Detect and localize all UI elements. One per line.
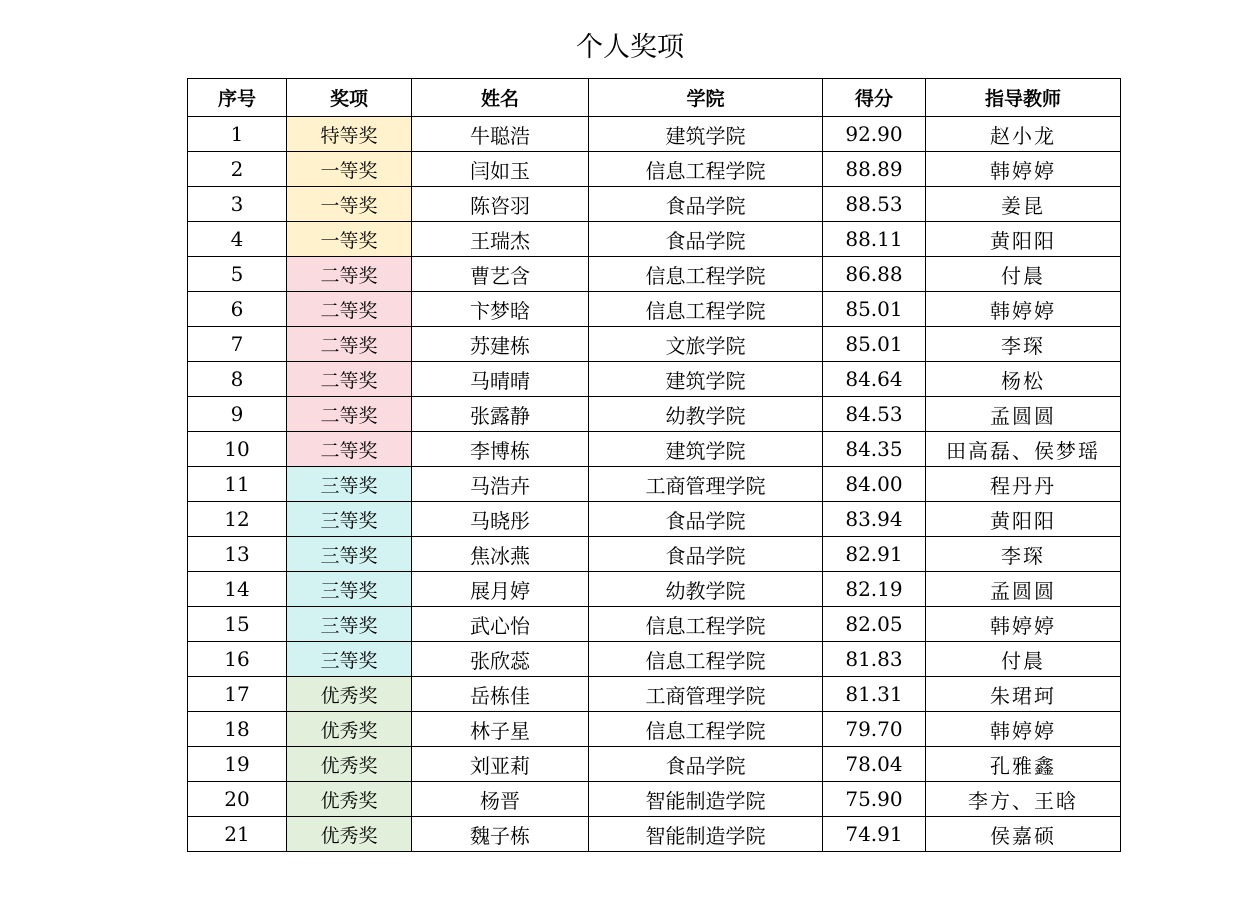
awards-table <box>187 78 1121 852</box>
cell-college: 信息工程学院 <box>589 712 823 747</box>
table-row <box>188 677 1121 712</box>
cell-score: 84.53 <box>823 397 926 432</box>
cell-name: 岳栋佳 <box>412 677 589 712</box>
cell-name: 陈咨羽 <box>412 187 589 222</box>
cell-teacher: 侯嘉硕 <box>926 817 1121 852</box>
column-header-teacher: 指导教师 <box>926 79 1121 117</box>
table-row <box>188 187 1121 222</box>
table-row <box>188 817 1121 852</box>
table-row <box>188 292 1121 327</box>
cell-name: 武心怡 <box>412 607 589 642</box>
cell-score: 79.70 <box>823 712 926 747</box>
cell-award: 三等奖 <box>287 607 412 642</box>
cell-score: 78.04 <box>823 747 926 782</box>
cell-teacher: 韩婷婷 <box>926 607 1121 642</box>
cell-no: 8 <box>188 362 287 397</box>
cell-no: 7 <box>188 327 287 362</box>
cell-teacher: 黄阳阳 <box>926 502 1121 537</box>
cell-teacher: 孟圆圆 <box>926 397 1121 432</box>
cell-no: 16 <box>188 642 287 677</box>
page-title: 个人奖项 <box>576 32 684 63</box>
cell-award: 优秀奖 <box>287 677 412 712</box>
cell-college: 建筑学院 <box>589 117 823 152</box>
cell-teacher: 黄阳阳 <box>926 222 1121 257</box>
cell-college: 智能制造学院 <box>589 782 823 817</box>
cell-teacher: 付晨 <box>926 642 1121 677</box>
cell-no: 5 <box>188 257 287 292</box>
cell-score: 82.91 <box>823 537 926 572</box>
cell-teacher: 孔雅鑫 <box>926 747 1121 782</box>
cell-award: 一等奖 <box>287 152 412 187</box>
cell-award: 三等奖 <box>287 537 412 572</box>
cell-no: 18 <box>188 712 287 747</box>
cell-name: 刘亚莉 <box>412 747 589 782</box>
table-row <box>188 117 1121 152</box>
cell-score: 81.31 <box>823 677 926 712</box>
cell-college: 幼教学院 <box>589 397 823 432</box>
table-row <box>188 782 1121 817</box>
column-header-award: 奖项 <box>287 79 412 117</box>
cell-no: 19 <box>188 747 287 782</box>
cell-no: 15 <box>188 607 287 642</box>
cell-award: 优秀奖 <box>287 817 412 852</box>
table-row <box>188 712 1121 747</box>
cell-college: 食品学院 <box>589 222 823 257</box>
cell-no: 3 <box>188 187 287 222</box>
cell-no: 6 <box>188 292 287 327</box>
cell-college: 工商管理学院 <box>589 467 823 502</box>
cell-award: 二等奖 <box>287 397 412 432</box>
cell-score: 88.89 <box>823 152 926 187</box>
cell-name: 闫如玉 <box>412 152 589 187</box>
cell-teacher: 朱珺珂 <box>926 677 1121 712</box>
cell-no: 1 <box>188 117 287 152</box>
cell-no: 20 <box>188 782 287 817</box>
cell-college: 信息工程学院 <box>589 607 823 642</box>
cell-score: 86.88 <box>823 257 926 292</box>
cell-name: 牛聪浩 <box>412 117 589 152</box>
table-row <box>188 327 1121 362</box>
cell-score: 92.90 <box>823 117 926 152</box>
cell-no: 4 <box>188 222 287 257</box>
cell-score: 85.01 <box>823 292 926 327</box>
table-row <box>188 747 1121 782</box>
cell-college: 食品学院 <box>589 537 823 572</box>
awards-table-body <box>188 117 1121 852</box>
table-row <box>188 257 1121 292</box>
table-row <box>188 572 1121 607</box>
cell-name: 曹艺含 <box>412 257 589 292</box>
cell-award: 三等奖 <box>287 572 412 607</box>
cell-award: 优秀奖 <box>287 712 412 747</box>
cell-name: 杨晋 <box>412 782 589 817</box>
cell-college: 食品学院 <box>589 747 823 782</box>
table-row <box>188 607 1121 642</box>
table-row <box>188 397 1121 432</box>
cell-score: 75.90 <box>823 782 926 817</box>
cell-teacher: 李琛 <box>926 327 1121 362</box>
cell-teacher: 田高磊、侯梦瑶 <box>926 432 1121 467</box>
cell-teacher: 杨松 <box>926 362 1121 397</box>
cell-teacher: 赵小龙 <box>926 117 1121 152</box>
cell-name: 马晓彤 <box>412 502 589 537</box>
cell-score: 84.64 <box>823 362 926 397</box>
cell-award: 一等奖 <box>287 222 412 257</box>
cell-teacher: 韩婷婷 <box>926 152 1121 187</box>
table-row <box>188 467 1121 502</box>
cell-name: 马浩卉 <box>412 467 589 502</box>
cell-college: 信息工程学院 <box>589 642 823 677</box>
cell-teacher: 付晨 <box>926 257 1121 292</box>
cell-name: 魏子栋 <box>412 817 589 852</box>
cell-college: 智能制造学院 <box>589 817 823 852</box>
cell-award: 优秀奖 <box>287 747 412 782</box>
cell-score: 88.11 <box>823 222 926 257</box>
cell-score: 82.19 <box>823 572 926 607</box>
cell-college: 文旅学院 <box>589 327 823 362</box>
table-row <box>188 222 1121 257</box>
cell-name: 张露静 <box>412 397 589 432</box>
cell-name: 张欣蕊 <box>412 642 589 677</box>
cell-no: 10 <box>188 432 287 467</box>
cell-teacher: 孟圆圆 <box>926 572 1121 607</box>
column-header-score: 得分 <box>823 79 926 117</box>
cell-teacher: 李琛 <box>926 537 1121 572</box>
cell-award: 二等奖 <box>287 257 412 292</box>
cell-award: 三等奖 <box>287 467 412 502</box>
cell-score: 88.53 <box>823 187 926 222</box>
cell-teacher: 程丹丹 <box>926 467 1121 502</box>
cell-college: 信息工程学院 <box>589 257 823 292</box>
cell-college: 信息工程学院 <box>589 292 823 327</box>
cell-award: 二等奖 <box>287 362 412 397</box>
cell-score: 74.91 <box>823 817 926 852</box>
cell-college: 食品学院 <box>589 502 823 537</box>
cell-score: 81.83 <box>823 642 926 677</box>
table-row <box>188 502 1121 537</box>
cell-no: 17 <box>188 677 287 712</box>
cell-college: 食品学院 <box>589 187 823 222</box>
cell-teacher: 李方、王晗 <box>926 782 1121 817</box>
cell-college: 建筑学院 <box>589 432 823 467</box>
cell-college: 信息工程学院 <box>589 152 823 187</box>
cell-name: 展月婷 <box>412 572 589 607</box>
cell-score: 84.35 <box>823 432 926 467</box>
table-header-row <box>188 79 1121 117</box>
cell-name: 李博栋 <box>412 432 589 467</box>
table-row <box>188 152 1121 187</box>
cell-no: 12 <box>188 502 287 537</box>
cell-award: 三等奖 <box>287 642 412 677</box>
cell-no: 2 <box>188 152 287 187</box>
cell-name: 焦冰燕 <box>412 537 589 572</box>
cell-award: 二等奖 <box>287 292 412 327</box>
table-row <box>188 642 1121 677</box>
cell-score: 85.01 <box>823 327 926 362</box>
cell-score: 83.94 <box>823 502 926 537</box>
cell-name: 王瑞杰 <box>412 222 589 257</box>
column-header-no: 序号 <box>188 79 287 117</box>
cell-teacher: 韩婷婷 <box>926 712 1121 747</box>
cell-name: 苏建栋 <box>412 327 589 362</box>
cell-award: 二等奖 <box>287 432 412 467</box>
cell-no: 21 <box>188 817 287 852</box>
cell-no: 9 <box>188 397 287 432</box>
cell-college: 建筑学院 <box>589 362 823 397</box>
cell-name: 马晴晴 <box>412 362 589 397</box>
cell-award: 特等奖 <box>287 117 412 152</box>
cell-no: 14 <box>188 572 287 607</box>
cell-teacher: 姜昆 <box>926 187 1121 222</box>
cell-name: 林子星 <box>412 712 589 747</box>
cell-college: 工商管理学院 <box>589 677 823 712</box>
cell-score: 84.00 <box>823 467 926 502</box>
cell-award: 一等奖 <box>287 187 412 222</box>
table-row <box>188 362 1121 397</box>
cell-college: 幼教学院 <box>589 572 823 607</box>
cell-score: 82.05 <box>823 607 926 642</box>
cell-award: 三等奖 <box>287 502 412 537</box>
cell-teacher: 韩婷婷 <box>926 292 1121 327</box>
table-row <box>188 537 1121 572</box>
cell-no: 13 <box>188 537 287 572</box>
column-header-college: 学院 <box>589 79 823 117</box>
cell-no: 11 <box>188 467 287 502</box>
cell-award: 二等奖 <box>287 327 412 362</box>
column-header-name: 姓名 <box>412 79 589 117</box>
table-row <box>188 432 1121 467</box>
cell-award: 优秀奖 <box>287 782 412 817</box>
cell-name: 卞梦晗 <box>412 292 589 327</box>
